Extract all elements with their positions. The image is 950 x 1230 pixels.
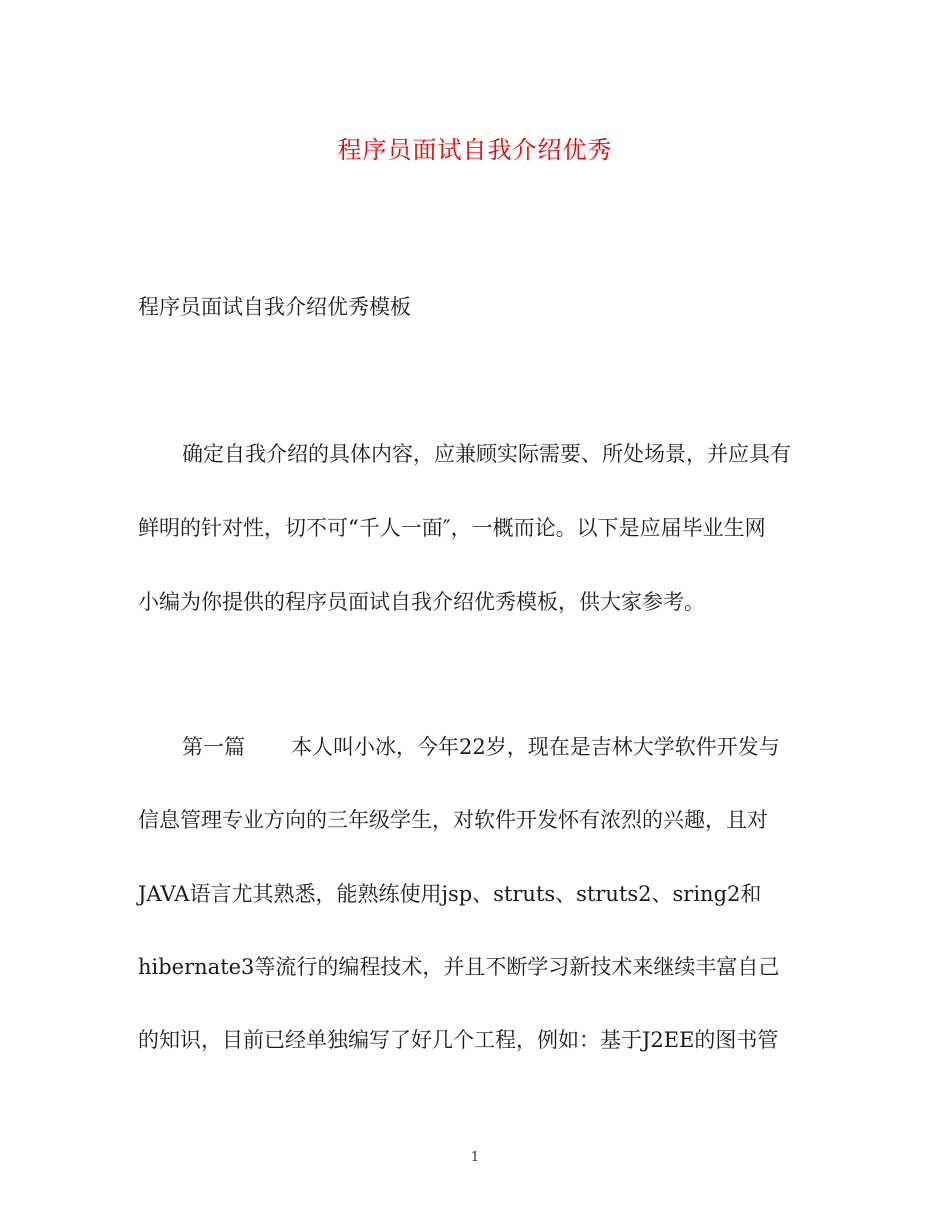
- paragraph-2-line-2: 信息管理专业方向的三年级学生，对软件开发怀有浓烈的兴趣，且对: [138, 808, 768, 832]
- paragraph-2-line-3: JAVA语言尤其熟悉，能熟练使用jsp、struts、struts2、sring2和: [138, 882, 762, 906]
- section-label: 第一篇: [182, 735, 245, 759]
- paragraph-2-line-1-text: 本人叫小冰，今年22岁，现在是吉林大学软件开发与: [291, 735, 780, 759]
- paragraph-2-line-4: hibernate3等流行的编程技术，并且不断学习新技术来继续丰富自己: [138, 955, 780, 979]
- document-title: 程序员面试自我介绍优秀: [337, 136, 613, 164]
- paragraph-1-line-3: 小编为你提供的程序员面试自我介绍优秀模板，供大家参考。: [138, 590, 705, 614]
- paragraph-1-line-2: 鲜明的针对性，切不可“千人一面″，一概而论。以下是应届毕业生网: [138, 516, 766, 540]
- paragraph-2-line-1: [182, 731, 780, 761]
- paragraph-2-line-5: 的知识，目前已经单独编写了好几个工程，例如：基于J2EE的图书管: [138, 1028, 779, 1052]
- page-number: 1: [470, 1150, 480, 1165]
- paragraph-1-line-1: 确定自我介绍的具体内容，应兼顾实际需要、所处场景，并应具有: [182, 442, 791, 466]
- document-subtitle: 程序员面试自我介绍优秀模板: [138, 295, 411, 319]
